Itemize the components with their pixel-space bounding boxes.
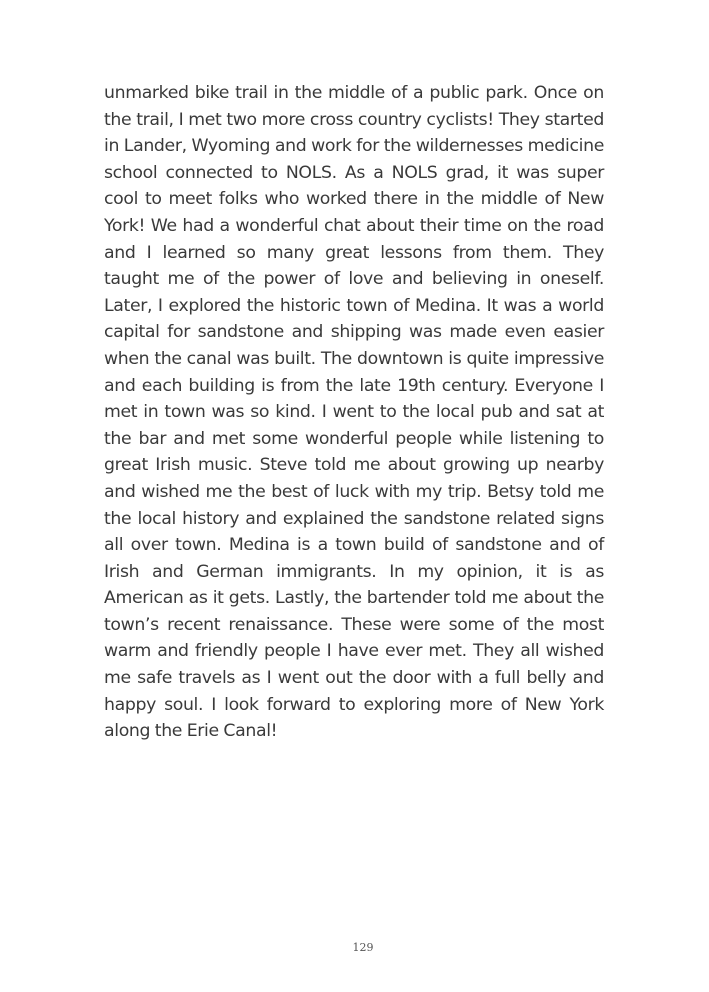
body-paragraph: unmarked bike trail in the middle of a public park. Once on the trail, I met two more cross country cyclists! They started in Lander, Wyoming and work for the wildernesses medicine school connected to NOLS. As a NOLS grad, it was super cool to meet folks who worked there in the middle of New York! We had a wonderful chat about their time on the road and I learned so many great lessons from them. They taught me of the power of love and believing in oneself. Later, I explored the historic town of Medina. It was a world capital for sandstone and shipping was made even easier when the canal was built. The downtown is quite impressive and each building is from the late 19th century. Everyone I met in town was so kind. I went to the local pub and sat at the bar and met some wonderful people while listening to great Irish music. Steve told me about growing up nearby and wished me the best of luck with my trip. Betsy told me the local history and explained the sandstone related signs all over town. Medina is a town build of sandstone and of Irish and German immigrants. In my opinion, it is as American as it gets. Lastly, the bartender told me about the town’s recent renaissance. These were some of the most warm and friendly people I have ever met. They all wished me safe travels as I went out the door with a full belly and happy soul. I look forward to exploring more of New York along the Erie Canal! xyxy=(104,83,604,742)
page-number: 129 xyxy=(352,941,374,954)
